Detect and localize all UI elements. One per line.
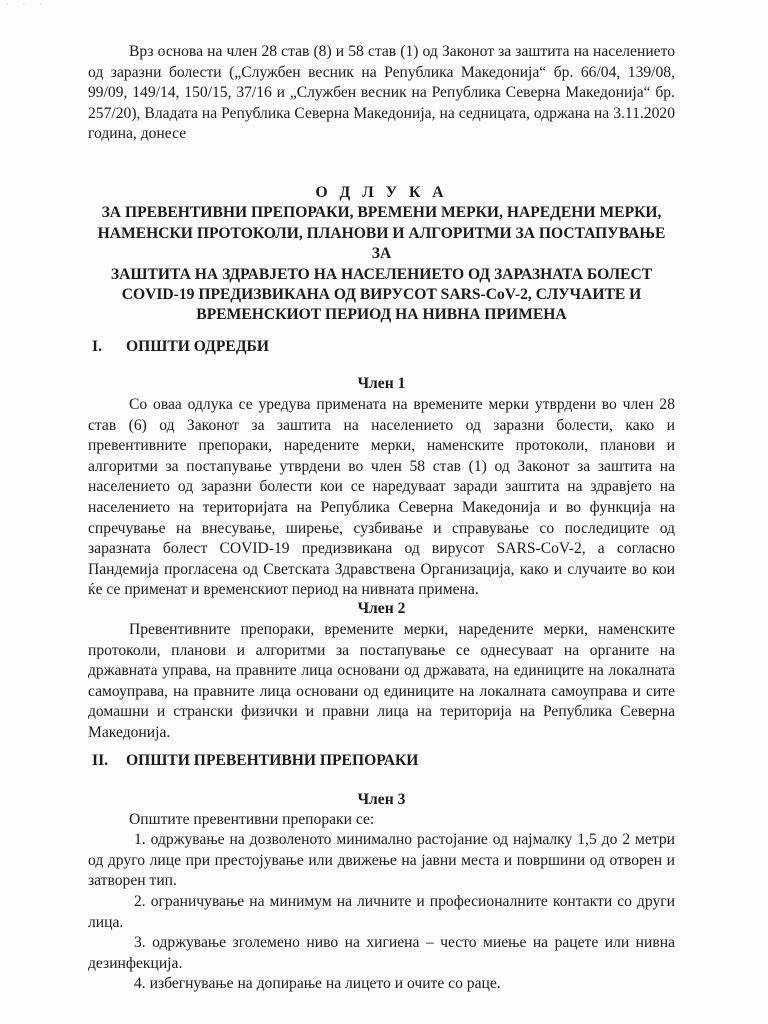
section-heading-general-provisions [92,338,269,356]
section-heading-preventive-recommendations [92,752,418,770]
article-heading-3: Член 3 [357,791,406,808]
article-3-item: 1. одржување на дозволеното минимално растојание од најмалку 1,5 до 2 метри од друго лице при престојување или движење на јавни места и површини од отворен и затворен тип. [88,831,675,890]
article-3-item: 4. избегнување на допирање на лицето и очите со раце. [134,975,501,992]
section-number: I. [92,338,102,355]
decision-subtitle-line: ЗА ПРЕВЕНТИВНИ ПРЕПОРАКИ, ВРЕМЕНИ МЕРКИ, НАРЕДЕНИ МЕРКИ, [101,204,662,222]
section-title: ОПШТИ ОДРЕДБИ [126,338,269,355]
decision-title-block [88,183,675,326]
decision-subtitle-line: ВРЕМЕНСКИОТ ПЕРИОД НА НИВНА ПРИМЕНА [196,306,567,324]
decision-subtitle-line: COVID-19 ПРЕДИЗВИКАНА ОД ВИРУСОТ SARS-CoV-2, СЛУЧАИТЕ И [121,286,642,304]
scan-artifact: · · · [6,0,48,9]
article-1-text: Со оваа одлука се уредува примената на времените мерки утврдени во член 28 став (6) од Законот за заштита на населението од заразни болести, како и превентивните препораки, наредените мерки, наменските протоколи, планови и алгоритми за постапување утврдени во член 58 став (1) од Законот за заштита на населението од заразни болести кои се наредуваат заради заштита на здравјето на населението на територијата на Република Северна Македонија и во функција на спречување на внесување, ширење, сузбивање и справување со последиците од заразната болест COVID-19 предизвикана од вирусот SARS-CoV-2, а согласно Пандемија прогласена од Светската Здравствена Организација, како и случаите во кои ќе се применат и временскиот период на нивната примена. [88,396,675,599]
article-heading-2: Член 2 [357,600,406,617]
section-title: ОПШТИ ПРЕВЕНТИВНИ ПРЕПОРАКИ [126,752,419,769]
section-number: II. [92,752,109,769]
decision-subtitle-line: ЗАШТИТА НА ЗДРАВЈЕТО НА НАСЕЛЕНИЕТО ОД ЗАРАЗНАТА БОЛЕСТ [110,265,653,283]
article-3-item: 2. ограничување на минимум на личните и професионалните контакти со други лица. [88,893,675,931]
article-3-intro: Општите превентивни препораки се: [129,811,375,828]
article-heading-1: Член 1 [357,375,406,392]
decision-title: О Д Л У К А [315,184,448,201]
preamble-paragraph: Врз основа на член 28 став (8) и 58 став (1) од Законот за заштита на населението од заразни болести („Службен весник на Република Македонија“ бр. 66/04, 139/08, 99/09, 149/14, 150/15, 37/16 и „Службен весник на Република Северна Македонија“ бр. 257/20), Владата на Република Северна Македонија, на седницата, одржана на 3.11.2020 година, донесе [88,43,675,143]
decision-subtitle-line: НАМЕНСКИ ПРОТОКОЛИ, ПЛАНОВИ И АЛГОРИТМИ ЗА ПОСТАПУВАЊЕ ЗА [97,224,666,263]
article-2-text: Превентивните препораки, времените мерки, наредените мерки, наменските протоколи, планови и алгоритми за постапување се однесуваат на органите на државната управа, на правните лица основани од државата, на единиците на локалната самоуправа, на правните лица основани од единиците на локалната самоуправа и сите домашни и странски физички и правни лица на територија на Република Северна Македонија. [88,621,675,741]
article-3-item: 3. одржување зголемено ниво на хигиена – често миење на рацете или нивна дезинфекција. [88,934,675,972]
